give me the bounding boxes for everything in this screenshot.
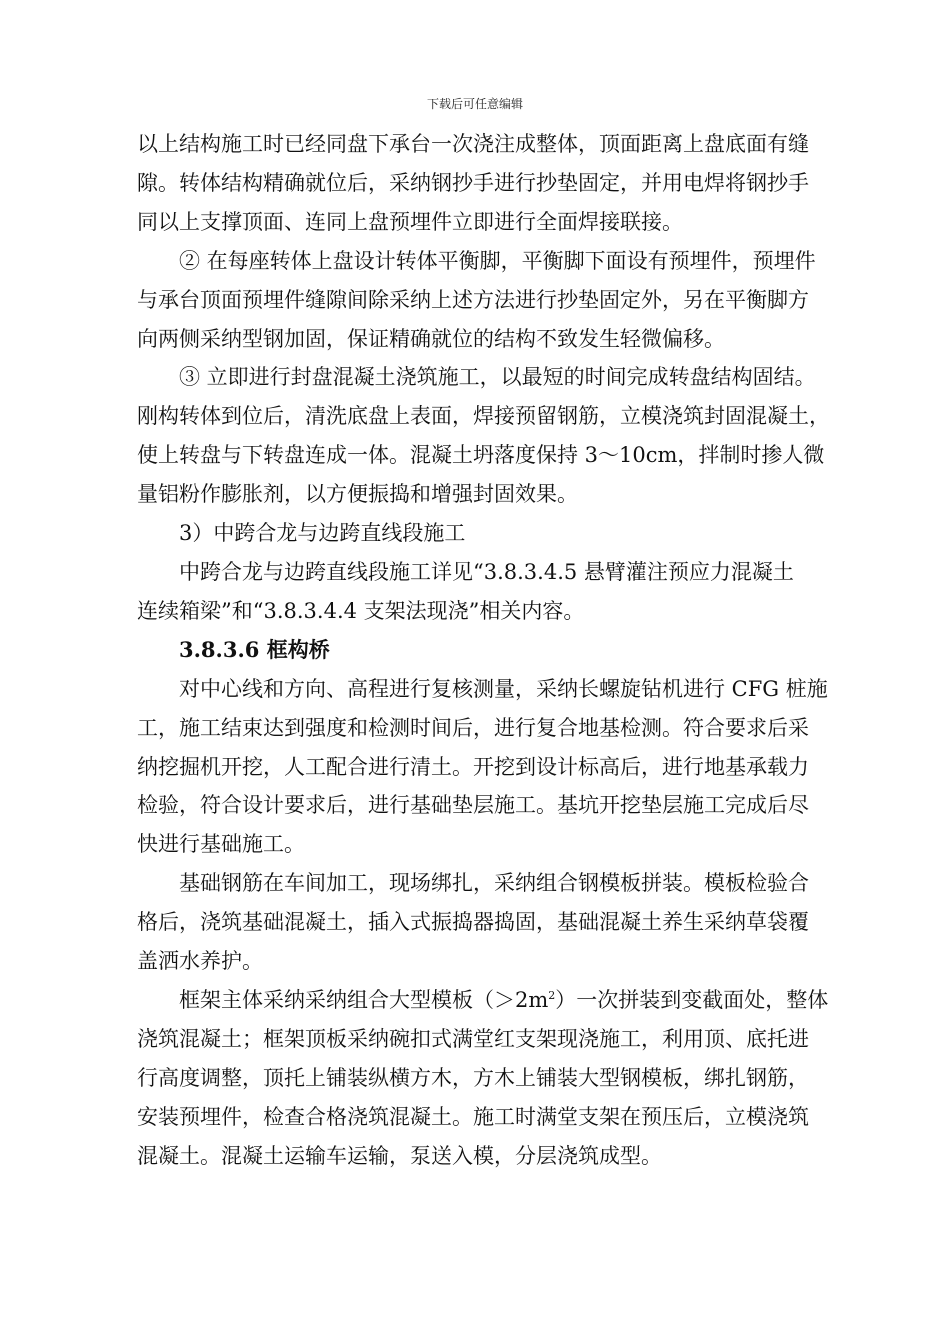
text-line: 安装预埋件，检查合格浇筑混凝土。施工时满堂支架在预压后，立模浇筑 bbox=[137, 1104, 809, 1129]
text-line: 同以上支撑顶面、连同上盘预埋件立即进行全面焊接联接。 bbox=[137, 209, 683, 234]
page-header: 下载后可任意编辑 bbox=[426, 97, 523, 111]
text-line: ③ 立即进行封盘混凝土浇筑施工，以最短的时间完成转盘结构固结。 bbox=[179, 365, 816, 390]
text-line: 基础钢筋在车间加工，现场绑扎，采纳组合钢模板拼装。模板检验合 bbox=[179, 871, 809, 896]
text-line: 使上转盘与下转盘连成一体。混凝土坍落度保持 3～10cm，拌制时掺人微 bbox=[137, 443, 825, 468]
text-line: 隙。转体结构精确就位后，采纳钢抄手进行抄垫固定，并用电焊将钢抄手 bbox=[137, 170, 809, 195]
text-line: 向两侧采纳型钢加固，保证精确就位的结构不致发生轻微偏移。 bbox=[137, 326, 725, 351]
text-fragment: ）一次拼装到变截面处，整体 bbox=[555, 987, 829, 1012]
section-heading: 3.8.3.6 框构桥 bbox=[179, 636, 330, 662]
text-line: 行高度调整，顶托上铺装纵横方木，方木上铺装大型钢模板，绑扎钢筋， bbox=[137, 1065, 809, 1090]
text-line: 盖洒水养护。 bbox=[137, 949, 263, 974]
text-line: 中跨合龙与边跨直线段施工详见“3.8.3.4.5 悬臂灌注预应力混凝土 bbox=[179, 559, 794, 584]
text-line: 工，施工结束达到强度和检测时间后，进行复合地基检测。符合要求后采 bbox=[137, 715, 809, 740]
text-line: 刚构转体到位后，清洗底盘上表面，焊接预留钢筋，立模浇筑封固混凝土， bbox=[137, 404, 830, 429]
text-line: 浇筑混凝土；框架顶板采纳碗扣式满堂红支架现浇施工，利用顶、底托进 bbox=[137, 1026, 809, 1051]
text-line: 量铝粉作膨胀剂，以方便振捣和增强封固效果。 bbox=[137, 482, 578, 507]
text-line: 混凝土。混凝土运输车运输，泵送入模，分层浇筑成型。 bbox=[137, 1143, 662, 1168]
text-line: ② 在每座转体上盘设计转体平衡脚，平衡脚下面设有预埋件，预埋件 bbox=[179, 248, 816, 273]
text-line: 连续箱梁”和“3.8.3.4.4 支架法现浇”相关内容。 bbox=[137, 598, 585, 623]
text-line bbox=[137, 981, 857, 1020]
document-body bbox=[137, 125, 857, 1175]
subsection-title: 3）中跨合龙与边跨直线段施工 bbox=[179, 521, 466, 546]
text-line: 与承台顶面预埋件缝隙间除采纳上述方法进行抄垫固定外，另在平衡脚方 bbox=[137, 287, 809, 312]
superscript: 2 bbox=[548, 988, 556, 1002]
text-line: 格后，浇筑基础混凝土，插入式振捣器捣固，基础混凝土养生采纳草袋覆 bbox=[137, 910, 809, 935]
text-line: 纳挖掘机开挖，人工配合进行清土。开挖到设计标高后，进行地基承载力 bbox=[137, 754, 809, 779]
text-line: 对中心线和方向、高程进行复核测量，采纳长螺旋钻机进行 CFG 桩施 bbox=[179, 676, 828, 701]
text-line: 快进行基础施工。 bbox=[137, 832, 305, 857]
text-line: 以上结构施工时已经同盘下承台一次浇注成整体，顶面距离上盘底面有缝 bbox=[137, 132, 809, 156]
text-line: 检验，符合设计要求后，进行基础垫层施工。基坑开挖垫层施工完成后尽 bbox=[137, 793, 809, 818]
text-fragment: 框架主体采纳采纳组合大型模板（＞2m bbox=[179, 987, 549, 1012]
